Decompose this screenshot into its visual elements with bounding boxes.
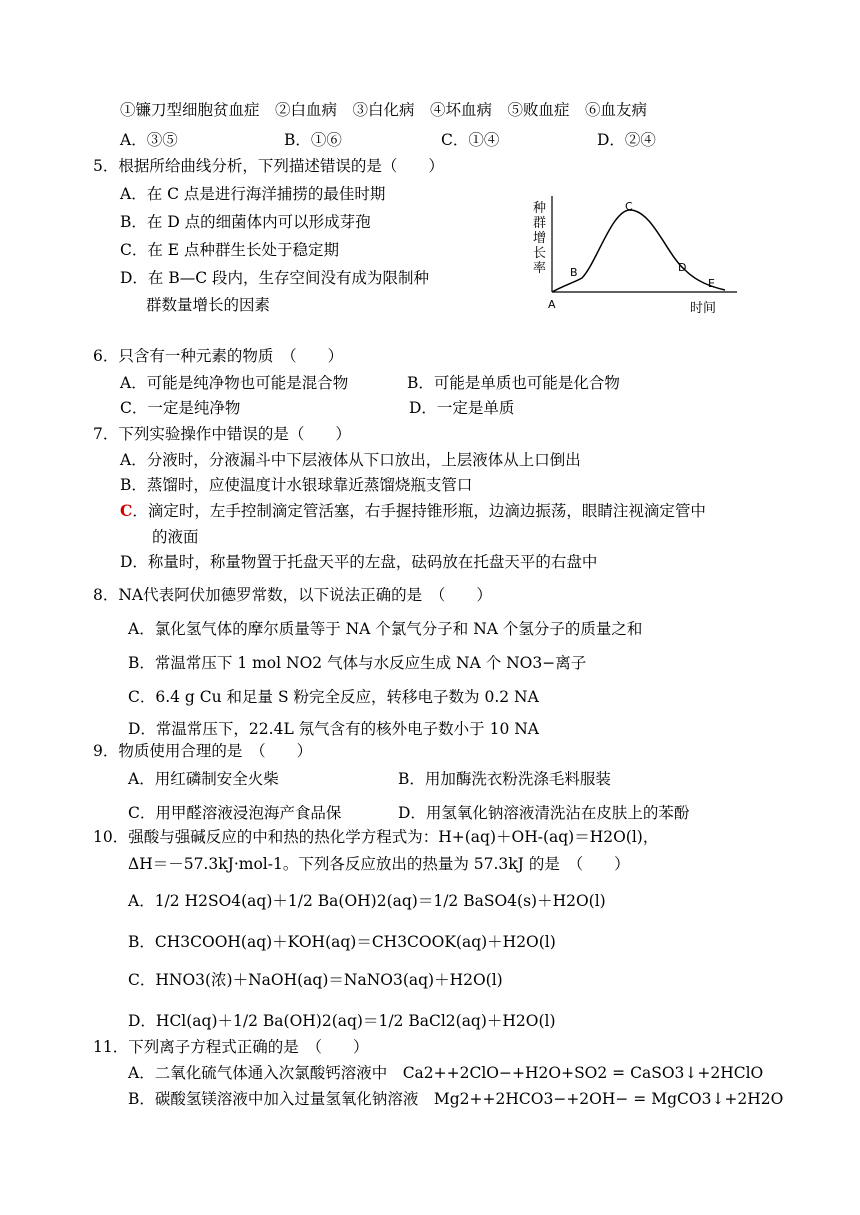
q11-option-a: A．二氧化硫气体通入次氯酸钙溶液中 Ca2++2ClO−+H2O+SO2 = CaSO3↓+2HClO — [128, 1064, 764, 1082]
point-e-label: E — [708, 277, 715, 290]
q11-stem: 11．下列离子方程式正确的是 （ ） — [93, 1038, 369, 1056]
q7-stem: 7．下列实验操作中错误的是（ ） — [93, 425, 351, 443]
q7-option-d: D．称量时，称量物置于托盘天平的左盘，砝码放在托盘天平的右盘中 — [120, 553, 598, 571]
q4-option-c: C．①④ — [441, 131, 500, 149]
q8-stem: 8．NA代表阿伏加德罗常数，以下说法正确的是 （ ） — [93, 586, 492, 604]
point-a-label: A — [548, 298, 556, 311]
point-d-label: D — [678, 261, 687, 274]
y-label-char-4: 长 — [533, 246, 547, 261]
q7-answer-mark: C — [120, 501, 133, 520]
q9-option-b: B．用加酶洗衣粉洗涤毛料服装 — [398, 770, 611, 788]
q10-option-a: A．1/2 H2SO4(aq)＋1/2 Ba(OH)2(aq)＝1/2 BaSO4(s)＋H2O(l) — [128, 892, 606, 910]
q7-option-c-cont: 的液面 — [152, 528, 199, 546]
q6-stem: 6．只含有一种元素的物质 （ ） — [93, 347, 344, 365]
y-label-char-3: 增 — [533, 231, 547, 246]
q10-option-c: C．HNO3(浓)＋NaOH(aq)＝NaNO3(aq)＋H2O(l) — [128, 971, 503, 989]
q8-option-c: C．6.4 g Cu 和足量 S 粉完全反应，转移电子数为 0.2 NA — [128, 688, 539, 706]
growth-curve — [552, 210, 725, 292]
q9-option-c: C．用甲醛溶液浸泡海产食品保 — [128, 804, 342, 822]
q9-option-a: A．用红磷制安全火柴 — [128, 770, 279, 788]
q8-option-b: B．常温常压下 1 mol NO2 气体与水反应生成 NA 个 NO3−离子 — [128, 654, 587, 672]
point-b-label: B — [570, 266, 578, 279]
q6-option-d: D．一定是单质 — [409, 399, 515, 417]
q6-option-a: A．可能是纯净物也可能是混合物 — [120, 374, 349, 392]
q5-option-a: A．在 C 点是进行海洋捕捞的最佳时期 — [120, 185, 386, 203]
q10-stem-line2: ΔH＝－57.3kJ·mol-1。下列各反应放出的热量为 57.3kJ 的是 （ ） — [128, 855, 630, 873]
q11-option-b: B．碳酸氢镁溶液中加入过量氢氧化钠溶液 Mg2++2HCO3−+2OH− = MgCO3↓+2H2O — [128, 1090, 784, 1108]
q10-stem-line1: 10．强酸与强碱反应的中和热的热化学方程式为：H+(aq)＋OH-(aq)＝H2O(l)， — [93, 828, 659, 846]
q6-option-b: B．可能是单质也可能是化合物 — [407, 374, 620, 392]
q5-option-d-cont: 群数量增长的因素 — [146, 296, 271, 314]
q10-option-d: D．HCl(aq)＋1/2 Ba(OH)2(aq)＝1/2 BaCl2(aq)＋H2O(l) — [128, 1012, 556, 1030]
q5-option-b: B．在 D 点的细菌体内可以形成芽孢 — [120, 213, 371, 231]
q8-option-d: D．常温常压下，22.4L 氖气含有的核外电子数小于 10 NA — [128, 720, 539, 738]
q8-option-a: A．氯化氢气体的摩尔质量等于 NA 个氯气分子和 NA 个氢分子的质量之和 — [128, 620, 643, 638]
q5-option-d: D．在 B—C 段内，生存空间没有成为限制种 — [120, 269, 430, 287]
q4-option-d: D．②④ — [597, 131, 656, 149]
x-axis-label: 时间 — [690, 301, 717, 316]
y-label-char-1: 种 — [533, 201, 547, 216]
q7-option-b: B．蒸馏时，应使温度计水银球靠近蒸馏烧瓶支管口 — [120, 476, 473, 494]
q5-option-c: C．在 E 点种群生长处于稳定期 — [120, 241, 340, 259]
q10-option-b: B．CH3COOH(aq)＋KOH(aq)＝CH3COOK(aq)＋H2O(l) — [128, 933, 556, 951]
q9-option-d: D．用氢氧化钠溶液清洗沾在皮肤上的苯酚 — [398, 804, 690, 822]
q4-option-b: B．①⑥ — [284, 131, 342, 149]
q9-stem: 9．物质使用合理的是 （ ） — [93, 742, 313, 760]
q5-stem: 5．根据所给曲线分析，下列描述错误的是（ ） — [93, 157, 444, 175]
q6-option-c: C．一定是纯净物 — [120, 399, 241, 417]
y-label-char-5: 率 — [533, 261, 547, 276]
q4-items: ①镰刀型细胞贫血症 ②白血病 ③白化病 ④坏血病 ⑤败血症 ⑥血友病 — [120, 101, 648, 119]
point-c-label: C — [625, 200, 633, 213]
q4-option-a: A．③⑤ — [120, 131, 178, 149]
population-growth-chart — [527, 190, 747, 320]
q7-option-c — [120, 501, 706, 521]
y-label-char-2: 群 — [533, 216, 547, 231]
q7-option-a: A．分液时，分液漏斗中下层液体从下口放出，上层液体从上口倒出 — [120, 451, 581, 469]
q7-option-c-text: ．滴定时，左手控制滴定管活塞，右手握持锥形瓶，边滴边振荡，眼睛注视滴定管中 — [132, 502, 706, 520]
